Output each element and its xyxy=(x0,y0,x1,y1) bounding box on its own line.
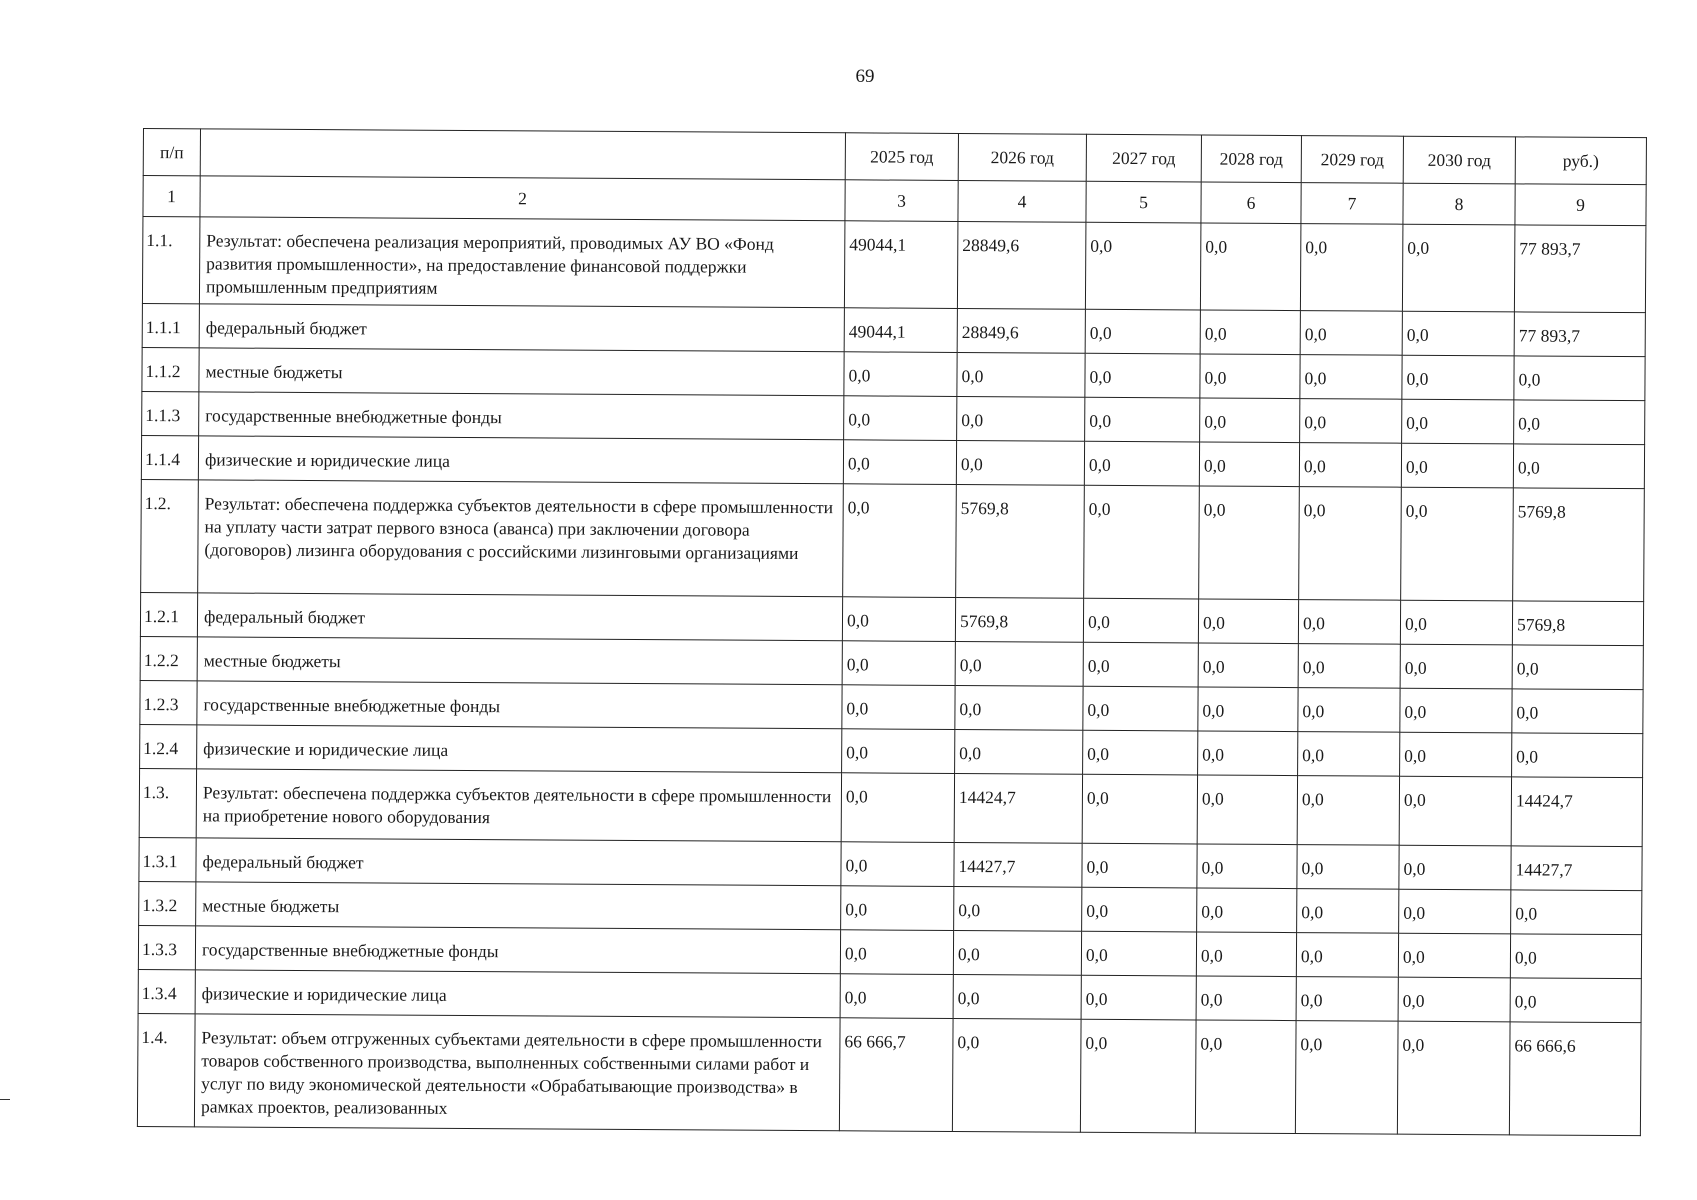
value-2026: 0,0 xyxy=(954,886,1082,931)
value-total: 0,0 xyxy=(1512,689,1643,734)
table-row xyxy=(137,1013,1641,1135)
value-total: 77 893,7 xyxy=(1514,312,1645,357)
value-2030: 0,0 xyxy=(1401,487,1514,601)
value-2028: 0,0 xyxy=(1200,223,1301,311)
row-number: 1.3.4 xyxy=(138,969,195,1013)
column-number: 7 xyxy=(1301,183,1403,225)
margin-mark xyxy=(0,1099,10,1100)
value-2028: 0,0 xyxy=(1198,731,1298,776)
value-total: 0,0 xyxy=(1514,356,1645,401)
value-total: 0,0 xyxy=(1512,733,1643,778)
value-2027: 0,0 xyxy=(1081,931,1196,976)
value-2026: 0,0 xyxy=(953,930,1081,975)
header-cell-num: п/п xyxy=(143,129,200,176)
value-2026: 0,0 xyxy=(952,1018,1081,1132)
value-2025: 0,0 xyxy=(842,641,955,686)
value-2026: 5769,8 xyxy=(956,484,1085,598)
value-2028: 0,0 xyxy=(1195,1020,1296,1134)
row-description: федеральный бюджет xyxy=(199,304,844,352)
value-2026: 14427,7 xyxy=(954,842,1082,887)
value-2028: 0,0 xyxy=(1200,354,1300,399)
row-description: местные бюджеты xyxy=(196,882,841,930)
row-description: Результат: объем отгруженных субъектами деятельности в сфере промышленности товаров собственного производства, выполненных собственными силами работ и услуг по виду экономической деятельности «Обрабатывающие производства» в рамках проектов, реализованных xyxy=(194,1014,840,1131)
row-number: 1.3. xyxy=(139,768,196,837)
table-row xyxy=(139,768,1642,846)
value-2028: 0,0 xyxy=(1198,643,1298,688)
row-number: 1.3.1 xyxy=(139,837,196,881)
value-total: 0,0 xyxy=(1514,400,1645,445)
value-2027: 0,0 xyxy=(1083,686,1198,731)
value-2029: 0,0 xyxy=(1297,776,1399,846)
column-number: 5 xyxy=(1086,181,1201,223)
row-description: местные бюджеты xyxy=(199,348,844,396)
header-cell-2030: 2030 год xyxy=(1403,136,1515,184)
value-2030: 0,0 xyxy=(1401,443,1513,488)
value-2030: 0,0 xyxy=(1402,311,1514,356)
value-2026: 0,0 xyxy=(955,685,1083,730)
row-description: федеральный бюджет xyxy=(197,593,842,641)
value-2027: 0,0 xyxy=(1081,975,1196,1020)
value-2027: 0,0 xyxy=(1083,730,1198,775)
value-2028: 0,0 xyxy=(1199,486,1300,600)
value-total: 5769,8 xyxy=(1513,488,1645,602)
column-number: 2 xyxy=(200,176,845,221)
value-2025: 0,0 xyxy=(841,886,954,931)
row-number: 1.3.3 xyxy=(138,925,195,969)
row-description: физические и юридические лица xyxy=(195,970,840,1018)
value-2028: 0,0 xyxy=(1197,888,1297,933)
value-2030: 0,0 xyxy=(1397,1021,1510,1135)
value-2027: 0,0 xyxy=(1085,397,1200,442)
page-number: 69 xyxy=(855,66,875,87)
value-2029: 0,0 xyxy=(1300,399,1402,444)
value-2029: 0,0 xyxy=(1300,355,1402,400)
row-description: физические и юридические лица xyxy=(197,725,842,773)
value-2029: 0,0 xyxy=(1295,1021,1398,1135)
row-number: 1.2.3 xyxy=(140,680,197,724)
value-2029: 0,0 xyxy=(1298,732,1400,777)
header-cell-2028: 2028 год xyxy=(1201,135,1301,183)
value-2026: 0,0 xyxy=(953,974,1081,1019)
value-2029: 0,0 xyxy=(1298,600,1400,645)
row-description: физические и юридические лица xyxy=(198,436,843,484)
value-2030: 0,0 xyxy=(1399,776,1511,846)
row-description: Результат: обеспечена поддержка субъектов деятельности в сфере промышленности на приобретение нового оборудования xyxy=(196,769,841,842)
value-2025: 66 666,7 xyxy=(839,1018,953,1132)
value-2028: 0,0 xyxy=(1198,599,1298,644)
value-2026: 0,0 xyxy=(955,729,1083,774)
header-cell-2029: 2029 год xyxy=(1301,136,1403,184)
row-number: 1.1. xyxy=(142,217,200,304)
value-2027: 0,0 xyxy=(1083,598,1198,643)
value-2028: 0,0 xyxy=(1199,442,1299,487)
value-2027: 0,0 xyxy=(1082,843,1197,888)
row-number: 1.4. xyxy=(137,1013,195,1126)
value-2027: 0,0 xyxy=(1085,222,1201,310)
row-description: Результат: обеспечена реализация мероприятий, проводимых АУ ВО «Фонд развития промышленности», на предоставление финансовой поддержки промышленным предприятиям xyxy=(199,217,845,308)
value-2030: 0,0 xyxy=(1398,933,1510,978)
value-2030: 0,0 xyxy=(1400,688,1512,733)
row-number: 1.2.1 xyxy=(140,592,197,636)
value-total: 77 893,7 xyxy=(1514,225,1646,313)
header-cell-2026: 2026 год xyxy=(958,133,1086,181)
value-2025: 0,0 xyxy=(842,729,955,774)
row-description: местные бюджеты xyxy=(197,637,842,685)
value-total: 14427,7 xyxy=(1511,846,1642,891)
value-2030: 0,0 xyxy=(1398,977,1510,1022)
value-2025: 0,0 xyxy=(842,597,955,642)
value-2026: 28849,6 xyxy=(957,308,1085,353)
value-2028: 0,0 xyxy=(1196,932,1296,977)
value-2029: 0,0 xyxy=(1298,644,1400,689)
value-total: 0,0 xyxy=(1513,444,1644,489)
value-2029: 0,0 xyxy=(1296,977,1398,1022)
header-cell-total: руб.) xyxy=(1515,137,1646,185)
row-description: государственные внебюджетные фонды xyxy=(197,681,842,729)
value-2028: 0,0 xyxy=(1198,687,1298,732)
value-2029: 0,0 xyxy=(1299,443,1401,488)
value-2028: 0,0 xyxy=(1197,844,1297,889)
row-description: федеральный бюджет xyxy=(196,838,841,886)
budget-table xyxy=(137,128,1647,1136)
value-2028: 0,0 xyxy=(1196,976,1296,1021)
value-2028: 0,0 xyxy=(1197,775,1297,845)
value-2027: 0,0 xyxy=(1084,485,1200,599)
value-2030: 0,0 xyxy=(1402,355,1514,400)
value-total: 5769,8 xyxy=(1512,601,1643,646)
value-2027: 0,0 xyxy=(1084,441,1199,486)
value-2026: 0,0 xyxy=(955,641,1083,686)
value-2027: 0,0 xyxy=(1080,1019,1196,1133)
value-total: 0,0 xyxy=(1511,890,1642,935)
row-description: государственные внебюджетные фонды xyxy=(195,926,840,974)
row-number: 1.1.2 xyxy=(142,347,199,391)
value-2028: 0,0 xyxy=(1200,398,1300,443)
value-2029: 0,0 xyxy=(1300,224,1403,312)
value-2025: 0,0 xyxy=(840,930,953,975)
table-row xyxy=(141,479,1645,601)
value-2030: 0,0 xyxy=(1399,889,1511,934)
value-2026: 0,0 xyxy=(957,396,1085,441)
value-2025: 0,0 xyxy=(844,352,957,397)
value-2025: 0,0 xyxy=(841,773,954,843)
value-2025: 0,0 xyxy=(842,685,955,730)
value-2025: 0,0 xyxy=(843,440,956,485)
table-row xyxy=(142,217,1646,313)
value-2025: 0,0 xyxy=(840,974,953,1019)
value-2025: 49044,1 xyxy=(844,221,958,309)
value-2030: 0,0 xyxy=(1402,399,1514,444)
value-2029: 0,0 xyxy=(1297,889,1399,934)
value-2025: 0,0 xyxy=(841,842,954,887)
value-total: 0,0 xyxy=(1510,978,1641,1023)
column-number: 6 xyxy=(1201,182,1301,224)
row-number: 1.1.1 xyxy=(142,303,199,347)
value-2025: 49044,1 xyxy=(844,308,957,353)
value-2027: 0,0 xyxy=(1083,642,1198,687)
value-2030: 0,0 xyxy=(1400,600,1512,645)
column-number: 4 xyxy=(958,180,1086,222)
column-number: 9 xyxy=(1515,184,1646,226)
value-2030: 0,0 xyxy=(1399,845,1511,890)
column-number: 1 xyxy=(143,176,200,217)
column-number: 8 xyxy=(1403,183,1515,225)
value-2025: 0,0 xyxy=(843,484,957,598)
value-2028: 0,0 xyxy=(1200,310,1300,355)
row-description: Результат: обеспечена поддержка субъектов деятельности в сфере промышленности на уплату части затрат первого взноса (аванса) при заключении договора (договоров) лизинга оборудования с российскими лизинговыми организациями xyxy=(198,480,844,597)
value-2029: 0,0 xyxy=(1296,933,1398,978)
value-2026: 28849,6 xyxy=(957,221,1086,309)
row-number: 1.1.3 xyxy=(142,391,199,435)
value-2029: 0,0 xyxy=(1299,487,1402,601)
value-2029: 0,0 xyxy=(1297,845,1399,890)
row-number: 1.2.2 xyxy=(140,636,197,680)
value-2026: 5769,8 xyxy=(955,597,1083,642)
value-total: 66 666,6 xyxy=(1509,1022,1641,1136)
row-number: 1.3.2 xyxy=(139,881,196,925)
value-2030: 0,0 xyxy=(1400,644,1512,689)
value-2027: 0,0 xyxy=(1082,887,1197,932)
row-number: 1.2.4 xyxy=(140,724,197,768)
value-2030: 0,0 xyxy=(1400,732,1512,777)
value-2027: 0,0 xyxy=(1085,353,1200,398)
row-number: 1.1.4 xyxy=(141,435,198,479)
value-2026: 0,0 xyxy=(957,352,1085,397)
value-2029: 0,0 xyxy=(1300,311,1402,356)
header-cell-2025: 2025 год xyxy=(845,133,958,181)
value-2026: 14424,7 xyxy=(954,773,1082,843)
value-total: 0,0 xyxy=(1512,645,1643,690)
value-total: 14424,7 xyxy=(1511,777,1642,847)
value-2025: 0,0 xyxy=(844,396,957,441)
header-cell-desc xyxy=(200,129,845,180)
row-description: государственные внебюджетные фонды xyxy=(199,392,844,440)
value-total: 0,0 xyxy=(1510,934,1641,979)
row-number: 1.2. xyxy=(141,479,199,592)
value-2027: 0,0 xyxy=(1082,774,1197,844)
value-2029: 0,0 xyxy=(1298,688,1400,733)
value-2027: 0,0 xyxy=(1085,309,1200,354)
value-2030: 0,0 xyxy=(1402,224,1515,312)
column-number: 3 xyxy=(845,180,958,222)
value-2026: 0,0 xyxy=(956,440,1084,485)
header-cell-2027: 2027 год xyxy=(1086,134,1201,182)
